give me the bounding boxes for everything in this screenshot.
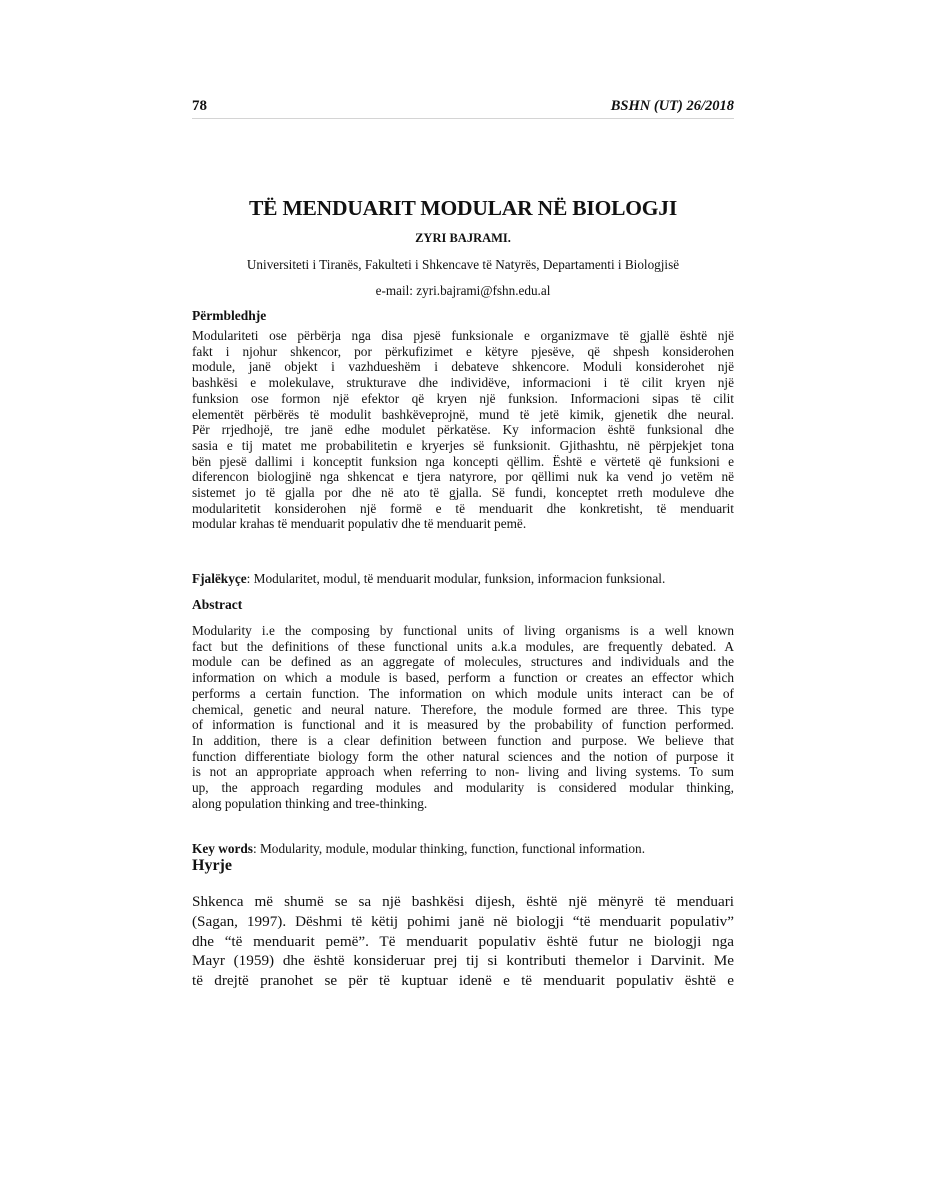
- hyrje-paragraph: [192, 892, 734, 991]
- text-line: Për rrjedhojë, tre janë edhe modulet përkatëse. Ky informacion është funksional dhe: [192, 422, 734, 438]
- text-line: (Sagan, 1997). Dëshmi të këtij pohimi janë në biologji “të menduarit populativ”: [192, 912, 734, 930]
- text-line: module, janë objekt i vazhdueshëm i debateve shkencore. Moduli konsiderohet një: [192, 359, 734, 375]
- text-line: të drejtë pranohet se për të kuptuar idenë e të menduarit populativ është e: [192, 972, 734, 990]
- text-line: Modulariteti ose përbërja nga disa pjesë funksionale e organizmave të gjallë është një: [192, 328, 734, 343]
- text-line: sasia e tij matet me probabilitetin e kryerjes së funksionit. Gjithashtu, në përpjekjet tona: [192, 437, 734, 453]
- text-line: fakt i njohur shkencor, por përkufizimet e këtyre pjesëve, që shpesh konsiderohen: [192, 343, 734, 359]
- text-line: elementët përbërës të modulit bashkëveprojnë, mund të jetë kimik, gjenetik dhe neural.: [192, 406, 734, 422]
- text-line: fact but the definitions of these functional units a.k.a modules, are frequently debated. A: [192, 638, 734, 654]
- author-affiliation: Universiteti i Tiranës, Fakulteti i Shkencave të Natyrës, Departamenti i Biologjisë: [246, 257, 680, 272]
- keywords-list: : Modularity, module, modular thinking, function, functional information.: [252, 841, 646, 856]
- text-line: funksion ose formon një efektor që kryen një funksion. Informacioni sipas të cilit: [192, 390, 734, 406]
- text-line: along population thinking and tree-thinking.: [192, 795, 428, 811]
- abstract-heading: Abstract: [192, 597, 243, 612]
- article-title: TË MENDUARIT MODULAR NË BIOLOGJI: [248, 196, 678, 220]
- english-keywords: [192, 841, 752, 857]
- text-line: sistemet jo të gjalla por dhe në ato të gjalla. Së fundi, konceptet rreth moduleve dhe: [192, 485, 734, 501]
- text-line: bën pjesë dallimi i konceptit funksion nga koncepti qëllim. Është e vërtetë që funksioni e: [192, 453, 734, 469]
- hyrje-heading: Hyrje: [192, 857, 232, 874]
- text-line: module can be defined as an aggregate of molecules, structures and individuals and the: [192, 654, 734, 670]
- text-line: modularitetit konsiderohen një formë e të menduarit dhe konkretisht, të menduarit: [192, 500, 734, 516]
- text-line: modular krahas të menduarit populativ dhe të menduarit pemë.: [192, 516, 527, 532]
- page-number: 78: [192, 98, 207, 114]
- text-line: of information is functional and it is measured by the probability of function performed.: [192, 717, 734, 733]
- permbledhje-heading: Përmbledhje: [192, 308, 267, 323]
- journal-citation: BSHN (UT) 26/2018: [610, 98, 734, 114]
- header-divider: [192, 118, 734, 119]
- text-line: diferencon biologjinë nga shkencat e tjera natyrore, por qëllimi nuk ka vend jo vetëm në: [192, 469, 734, 485]
- text-line: dhe “të menduarit pemë”. Të menduarit populativ është futur ne biologji nga: [192, 932, 734, 950]
- text-line: information on which a module is based, perform a function or creates an effector which: [192, 670, 734, 686]
- text-line: Modularity i.e the composing by functional units of living organisms is a well known: [192, 623, 734, 638]
- text-line: performs a certain function. The information on which module units interact can be of: [192, 685, 734, 701]
- keywords-list: : Modularitet, modul, të menduarit modular, funksion, informacion funksional.: [246, 571, 666, 586]
- text-line: In addition, there is a clear definition between function and purpose. We believe that: [192, 732, 734, 748]
- permbledhje-paragraph: [192, 328, 734, 532]
- author-email: e-mail: zyri.bajrami@fshn.edu.al: [375, 283, 551, 298]
- text-line: chemical, genetic and neural nature. Therefore, the module formed are three. This type: [192, 701, 734, 717]
- text-line: is not an appropriate approach when referring to non- living and living systems. To sum: [192, 764, 734, 780]
- abstract-paragraph: [192, 623, 734, 811]
- keywords-label: Fjalëkyçe: [192, 571, 247, 586]
- text-line: bashkësi e molekulave, strukturave dhe individëve, informacioni i të cilit kryen një: [192, 375, 734, 391]
- text-line: function differentiate biology form the other natural sciences and the notion of purpose it: [192, 748, 734, 764]
- article-author: ZYRI BAJRAMI.: [415, 231, 511, 245]
- running-header: [192, 98, 734, 118]
- text-line: Shkenca më shumë se sa një bashkësi dijesh, është një mënyrë të menduari: [192, 893, 734, 910]
- text-line: Mayr (1959) dhe është konsideruar prej tij si kontributi themelor i Darvinit. Me: [192, 952, 734, 970]
- keywords-label: Key words: [192, 841, 253, 856]
- albanian-keywords: [192, 571, 752, 587]
- text-line: up, the approach regarding modules and modularity is considered modular thinking,: [192, 780, 734, 796]
